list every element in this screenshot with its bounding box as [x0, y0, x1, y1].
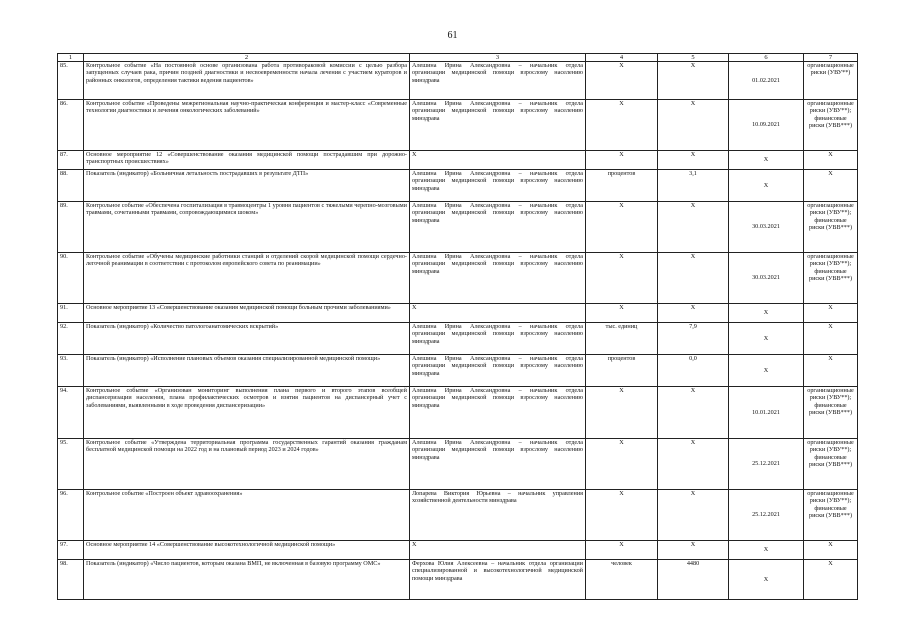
- row-description: Основное мероприятие 14 «Совершенствование высокотехнологичной медицинской помощи»: [84, 541, 410, 560]
- table-row: [58, 202, 858, 253]
- row-date: X: [729, 304, 804, 323]
- row-responsible: Алешина Ирина Александровна – начальник отдела организации медицинской помощи взрослому населению минздрава: [410, 253, 586, 304]
- row-number: 93.: [58, 355, 84, 387]
- row-description: Контрольное событие «Обучены медицинские работники станций и отделений скорой медицинской помощи сердечно-легочной реанимации в соответствии с протоколом европейского совета по реанимации»: [84, 253, 410, 304]
- row-date: 25.12.2021: [729, 439, 804, 490]
- table-row: [58, 541, 858, 560]
- table-row: [58, 151, 858, 170]
- row-number: 91.: [58, 304, 84, 323]
- row-unit: X: [586, 387, 658, 439]
- row-responsible: Алешина Ирина Александровна – начальник отдела организации медицинской помощи взрослому населению минздрава: [410, 387, 586, 439]
- row-unit: X: [586, 253, 658, 304]
- row-risk: организационные риски (УВУ**); финансовые риски (УВВ***): [804, 439, 858, 490]
- row-value: X: [658, 151, 729, 170]
- row-risk: X: [804, 170, 858, 202]
- table-row: [58, 323, 858, 355]
- row-value: X: [658, 490, 729, 541]
- row-description: Показатель (индикатор) «Количество патологоанатомических вскрытий»: [84, 323, 410, 355]
- row-value: 0,0: [658, 355, 729, 387]
- row-description: Контрольное событие «Проведены межрегиональная научно-практическая конференция и мастер-класс «Современные технологии диагностики и лечения онкологических заболеваний»: [84, 100, 410, 151]
- row-number: 95.: [58, 439, 84, 490]
- row-responsible: X: [410, 541, 586, 560]
- row-date: 10.09.2021: [729, 100, 804, 151]
- row-value: 4480: [658, 560, 729, 600]
- row-risk: X: [804, 541, 858, 560]
- row-responsible: X: [410, 151, 586, 170]
- table-row: [58, 304, 858, 323]
- row-responsible: Алешина Ирина Александровна – начальник отдела организации медицинской помощи взрослому населению минздрава: [410, 202, 586, 253]
- row-value: 7,9: [658, 323, 729, 355]
- row-description: Контрольное событие «Организован мониторинг выполнения плана первого и второго этапов всеобщей диспансеризации населения, плана профилактических осмотров и взятия пациентов на диспансерный учет с заболеваниями, выявленными в ходе проведения диспансеризации»: [84, 387, 410, 439]
- row-number: 86.: [58, 100, 84, 151]
- row-value: X: [658, 304, 729, 323]
- header-cell: 4: [586, 54, 658, 62]
- header-cell: 6: [729, 54, 804, 62]
- row-risk: X: [804, 304, 858, 323]
- row-value: X: [658, 253, 729, 304]
- row-unit: X: [586, 490, 658, 541]
- row-date: 25.12.2021: [729, 490, 804, 541]
- table-row: [58, 439, 858, 490]
- table-row: [58, 100, 858, 151]
- row-unit: X: [586, 439, 658, 490]
- row-risk: X: [804, 355, 858, 387]
- row-description: Контрольное событие «Обеспечена госпитализация в травмоцентры 1 уровня пациентов с тяжелыми черепно-мозговыми травмами, сочетанными травмами, сопровождающимися шоком»: [84, 202, 410, 253]
- row-risk: организационные риски (УВУ**); финансовые риски (УВВ***): [804, 253, 858, 304]
- row-risk: организационные риски (УВУ**); финансовые риски (УВВ***): [804, 490, 858, 541]
- row-responsible: Алешина Ирина Александровна – начальник отдела организации медицинской помощи взрослому населению минздрава: [410, 100, 586, 151]
- row-date: 30.03.2021: [729, 253, 804, 304]
- row-unit: человек: [586, 560, 658, 600]
- row-value: X: [658, 202, 729, 253]
- row-unit: X: [586, 541, 658, 560]
- table-row: [58, 253, 858, 304]
- table-row: [58, 387, 858, 439]
- table-row: [58, 490, 858, 541]
- row-unit: процентов: [586, 170, 658, 202]
- row-responsible: Алешина Ирина Александровна – начальник отдела организации медицинской помощи взрослому населению минздрава: [410, 323, 586, 355]
- row-responsible: Алешина Ирина Александровна – начальник отдела организации медицинской помощи взрослому населению минздрава: [410, 170, 586, 202]
- page-number: 61: [447, 30, 458, 41]
- row-description: Контрольное событие «Построен объект здравоохранения»: [84, 490, 410, 541]
- row-risk: организационные риски (УВУ**); финансовые риски (УВВ***): [804, 387, 858, 439]
- row-unit: X: [586, 202, 658, 253]
- row-description: Контрольное событие «На постоянной основе организована работа противораковой комиссии с целью разбора запущенных случаев рака, причин поздней диагностики и несвоевременности начала лечения с участием кураторов и районных онкологов, определения тактики ведения пациентов»: [84, 62, 410, 100]
- row-date: X: [729, 170, 804, 202]
- row-description: Показатель (индикатор) «Больничная летальность пострадавших в результате ДТП»: [84, 170, 410, 202]
- row-number: 88.: [58, 170, 84, 202]
- row-value: X: [658, 387, 729, 439]
- row-risk: организационные риски (УВУ**); финансовые риски (УВВ***): [804, 202, 858, 253]
- row-risk: X: [804, 560, 858, 600]
- row-unit: X: [586, 100, 658, 151]
- row-date: 01.02.2021: [729, 62, 804, 100]
- header-cell: 2: [84, 54, 410, 62]
- row-risk: X: [804, 323, 858, 355]
- row-risk: организационные риски (УВУ**): [804, 62, 858, 100]
- row-risk: X: [804, 151, 858, 170]
- row-number: 97.: [58, 541, 84, 560]
- row-date: X: [729, 541, 804, 560]
- row-description: Показатель (индикатор) «Исполнение плановых объемов оказания специализированной медицинской помощи»: [84, 355, 410, 387]
- table-row: [58, 170, 858, 202]
- row-value: X: [658, 439, 729, 490]
- header-cell: 5: [658, 54, 729, 62]
- row-responsible: Алешина Ирина Александровна – начальник отдела организации медицинской помощи взрослому населению минздрава: [410, 62, 586, 100]
- row-number: 92.: [58, 323, 84, 355]
- header-cell: 3: [410, 54, 586, 62]
- row-responsible: Лопарева Виктория Юрьевна – начальник управления хозяйственной деятельности минздрава: [410, 490, 586, 541]
- row-number: 85.: [58, 62, 84, 100]
- header-row: [58, 54, 858, 62]
- row-value: X: [658, 100, 729, 151]
- table-row: [58, 62, 858, 100]
- row-unit: тыс. единиц: [586, 323, 658, 355]
- row-date: 30.03.2021: [729, 202, 804, 253]
- row-date: X: [729, 323, 804, 355]
- row-description: Основное мероприятие 13 «Совершенствование оказания медицинской помощи больным прочими заболеваниями»: [84, 304, 410, 323]
- row-unit: X: [586, 62, 658, 100]
- row-date: X: [729, 560, 804, 600]
- header-cell: 1: [58, 54, 84, 62]
- row-risk: организационные риски (УВУ**); финансовые риски (УВВ***): [804, 100, 858, 151]
- table-row: [58, 355, 858, 387]
- row-value: X: [658, 541, 729, 560]
- row-unit: процентов: [586, 355, 658, 387]
- row-date: X: [729, 355, 804, 387]
- row-description: Основное мероприятие 12 «Совершенствование оказания медицинской помощи пострадавшим при дорожно-транспортных происшествиях»: [84, 151, 410, 170]
- row-date: X: [729, 151, 804, 170]
- row-value: X: [658, 62, 729, 100]
- row-responsible: Алешина Ирина Александровна – начальник отдела организации медицинской помощи взрослому населению минздрава: [410, 355, 586, 387]
- row-unit: X: [586, 151, 658, 170]
- row-responsible: X: [410, 304, 586, 323]
- row-date: 10.01.2021: [729, 387, 804, 439]
- row-number: 90.: [58, 253, 84, 304]
- program-table: [57, 53, 858, 600]
- row-description: Показатель (индикатор) «Число пациентов, которым оказана ВМП, не включенная в базовую программу ОМС»: [84, 560, 410, 600]
- row-unit: X: [586, 304, 658, 323]
- row-number: 98.: [58, 560, 84, 600]
- row-number: 96.: [58, 490, 84, 541]
- row-responsible: Алешина Ирина Александровна – начальник отдела организации медицинской помощи взрослому населению минздрава: [410, 439, 586, 490]
- header-cell: 7: [804, 54, 858, 62]
- row-number: 94.: [58, 387, 84, 439]
- table-row: [58, 560, 858, 600]
- row-value: 3,1: [658, 170, 729, 202]
- row-responsible: Ферхова Юлия Алексеевна – начальник отдела организации специализированной и высокотехнологичной медицинской помощи минздрава: [410, 560, 586, 600]
- row-number: 87.: [58, 151, 84, 170]
- row-description: Контрольное событие «Утверждена территориальная программа государственных гарантий оказания гражданам бесплатной медицинской помощи на 2022 год и на плановый период 2023 и 2024 годов»: [84, 439, 410, 490]
- row-number: 89.: [58, 202, 84, 253]
